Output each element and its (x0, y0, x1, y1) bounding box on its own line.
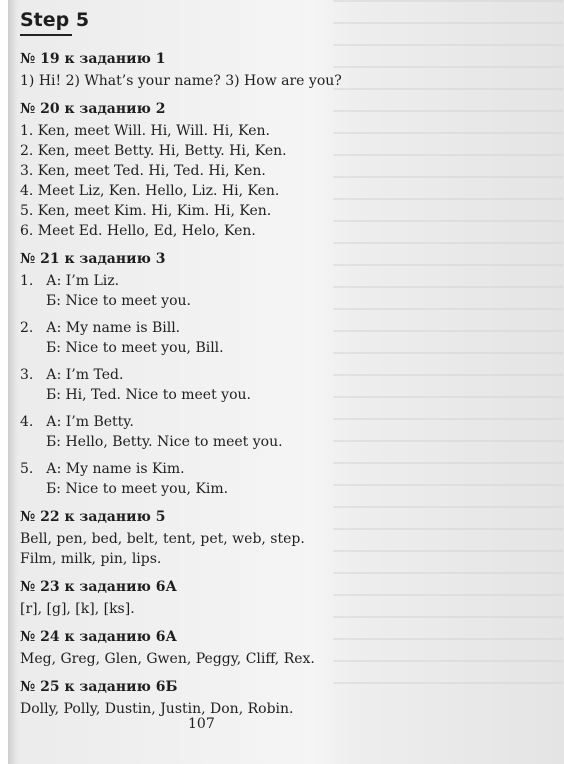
answer-line: Bell, pen, bed, belt, tent, pet, web, step. (20, 531, 305, 547)
answer-line: Film, milk, pin, lips. (20, 551, 162, 567)
section-title: № 19 к заданию 1 (20, 51, 166, 67)
answer-line: 4. Meet Liz, Ken. Hello, Liz. Hi, Ken. (20, 183, 280, 199)
answer-line: Meg, Greg, Glen, Gwen, Peggy, Cliff, Rex. (20, 651, 315, 667)
section-23 (20, 578, 380, 619)
dialog-number: 3. (20, 367, 34, 383)
book-page (8, 0, 564, 764)
answer-line: [r], [g], [k], [ks]. (20, 601, 135, 617)
answer-line: 2. Ken, meet Betty. Hi, Betty. Hi, Ken. (20, 143, 287, 159)
section-title: № 23 к заданию 6А (20, 579, 177, 595)
title-underline (20, 34, 72, 36)
dialog-line-b: Б: Hi, Ted. Nice to meet you. (46, 387, 251, 403)
dialog-number: 5. (20, 461, 34, 477)
answer-line: 6. Meet Ed. Hello, Ed, Helo, Ken. (20, 223, 256, 239)
dialog-item (20, 459, 380, 499)
dialog-line-b: Б: Nice to meet you, Kim. (46, 481, 229, 497)
dialog-item (20, 365, 380, 405)
section-20 (20, 100, 380, 241)
dialog-line-b: Б: Nice to meet you. (46, 293, 191, 309)
section-title: № 20 к заданию 2 (20, 101, 166, 117)
section-19 (20, 50, 380, 91)
step-title: Step 5 (20, 9, 90, 31)
dialog-item (20, 412, 380, 452)
page-content (20, 8, 380, 728)
section-24 (20, 628, 380, 669)
section-title: № 21 к заданию 3 (20, 251, 166, 267)
dialog-number: 4. (20, 414, 34, 430)
dialog-number: 1. (20, 273, 34, 289)
answer-line: 1) Hi! 2) What’s your name? 3) How are you? (20, 73, 342, 89)
dialog-item (20, 271, 380, 311)
answer-line: 3. Ken, meet Ted. Hi, Ted. Hi, Ken. (20, 163, 266, 179)
section-21 (20, 250, 380, 499)
section-title: № 25 к заданию 6Б (20, 679, 178, 695)
section-title: № 22 к заданию 5 (20, 509, 166, 525)
dialog-line-a: А: I’m Betty. (46, 414, 134, 430)
answer-line: 5. Ken, meet Kim. Hi, Kim. Hi, Ken. (20, 203, 272, 219)
page-number: 107 (188, 716, 215, 732)
dialog-line-b: Б: Nice to meet you, Bill. (46, 340, 224, 356)
dialog-number: 2. (20, 320, 34, 336)
dialog-line-a: А: I’m Ted. (46, 367, 124, 383)
book-spine-shadow (8, 0, 18, 764)
section-title: № 24 к заданию 6А (20, 629, 177, 645)
dialog-line-b: Б: Hello, Betty. Nice to meet you. (46, 434, 283, 450)
dialog-line-a: А: My name is Bill. (46, 320, 181, 336)
section-25 (20, 678, 380, 719)
dialog-item (20, 318, 380, 358)
dialog-line-a: А: I’m Liz. (46, 273, 120, 289)
section-22 (20, 508, 380, 569)
answer-line: 1. Ken, meet Will. Hi, Will. Hi, Ken. (20, 123, 270, 139)
dialog-line-a: А: My name is Kim. (46, 461, 185, 477)
answer-line: Dolly, Polly, Dustin, Justin, Don, Robin. (20, 701, 294, 717)
